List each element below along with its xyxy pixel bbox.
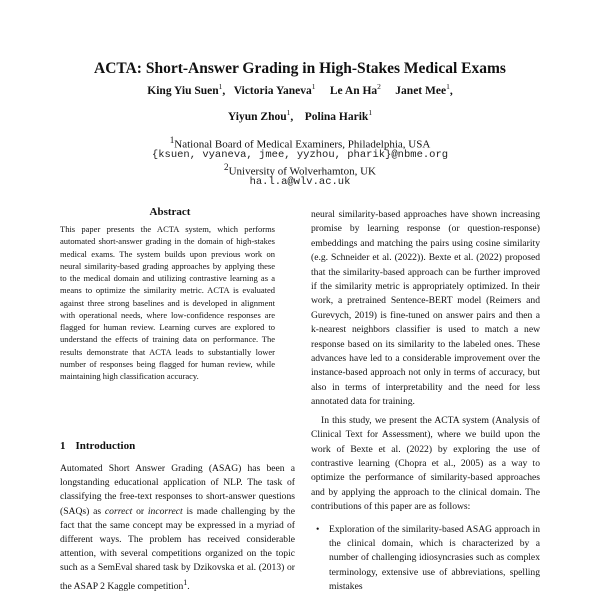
abstract-heading: Abstract: [149, 206, 191, 218]
author-name: Polina Harik$^1$: [304, 108, 373, 123]
paper-title: ACTA: Short-Answer Grading in High-Stakes Medical Exams: [94, 60, 506, 77]
section-heading-introduction: 1 Introduction: [60, 440, 136, 452]
affiliation-2-email: ha.l.a@wlv.ac.uk: [249, 176, 351, 188]
author-line-2: [0, 108, 600, 123]
author-name: Victoria Yaneva$^1$: [233, 82, 316, 97]
affiliation-2: $^2$University of Wolverhamton, UK: [224, 162, 376, 178]
contribution-list-item: • Exploration of the similarity-based ASAG approach in the clinical domain, which is characterized by a number of challenging idiosyncrasies such as complex terminology, extensive use of abbreviations, spelling mistakes: [316, 523, 540, 593]
affiliation-1-email: {ksuen, vyaneva, jmee, yyzhou, pharik}@nbme.org: [151, 149, 449, 161]
abstract-body: This paper presents the ACTA system, which performs automated short-answer grading in the domain of high-stakes medical exams. The system builds upon previous work on neural similarity-based grading approaches by applying these to the medical domain and utilizing contrastive learning as a means to optimize the similarity metric. ACTA is evaluated against three strong baselines and is developed in alignment with operational needs, where low-confidence responses are flagged for human review. Learning curves are explored to understand the effects of training data on performance. The results demonstrate that ACTA leads to substantially lower number of responses being flagged for human review, while maintaining high classification accuracy.: [60, 224, 275, 381]
right-column: [311, 208, 540, 595]
introduction-paragraph: Automated Short Answer Grading (ASAG) has been a longstanding educational application of NLP. The task of classifying the free-text responses to short-answer questions (SAQs) as correct or incorrect is made challenging by the fact that the same concept may be expressed in a myriad of different ways. The problem has received considerable attention, with several competitions organized on the topic such as a SemEval shared task by Dzikovska et al. (2013) or the ASAP 2 Kaggle competition$^1$.: [60, 463, 295, 592]
affiliation-1: $^1$National Board of Medical Examiners, Philadelphia, USA: [169, 135, 431, 151]
footnote-marker: 1: [183, 577, 188, 587]
author-name: Yiyun Zhou$^1$,: [227, 108, 294, 123]
body-paragraph: neural similarity-based approaches have shown increasing promise by learning response (or question-response) embeddings and matching the pairs using cosine similarity (e.g. Schneider et al. (2022)). Bexte et al. (2022) proposed that the similarity-based approach can be further improved if the similarity metric is appropriately optimized. In their work, a pretrained Sentence-BERT model (Reimers and Gurevych, 2019) is fine-tuned on answer pairs and then a k-nearest neighbors classifier is used to match a new response based on its similarity to the labeled ones. These advances have led to a considerable improvement over the instance-based approach not only in terms of accuracy, but also in terms of interpretability and the need for less annotated data for training.: [311, 209, 540, 408]
author-name: Le An Ha$^2$: [329, 82, 381, 97]
body-paragraph: In this study, we present the ACTA system (Analysis of Clinical Text for Assessment), where we build upon the work of Bexte et al. (2022) by exploring the use of contrastive learning (Chopra et al., 2005) as a way to optimize the performance of similarity-based approaches and by applying the approach to the clinical domain. The contributions of this paper are as follows:: [311, 414, 540, 513]
author-name: Janet Mee$^1$,: [395, 82, 453, 97]
author-name: King Yiu Suen$^1$,: [147, 82, 226, 97]
author-line-1: [0, 82, 600, 97]
bullet-marker: •: [316, 523, 320, 535]
